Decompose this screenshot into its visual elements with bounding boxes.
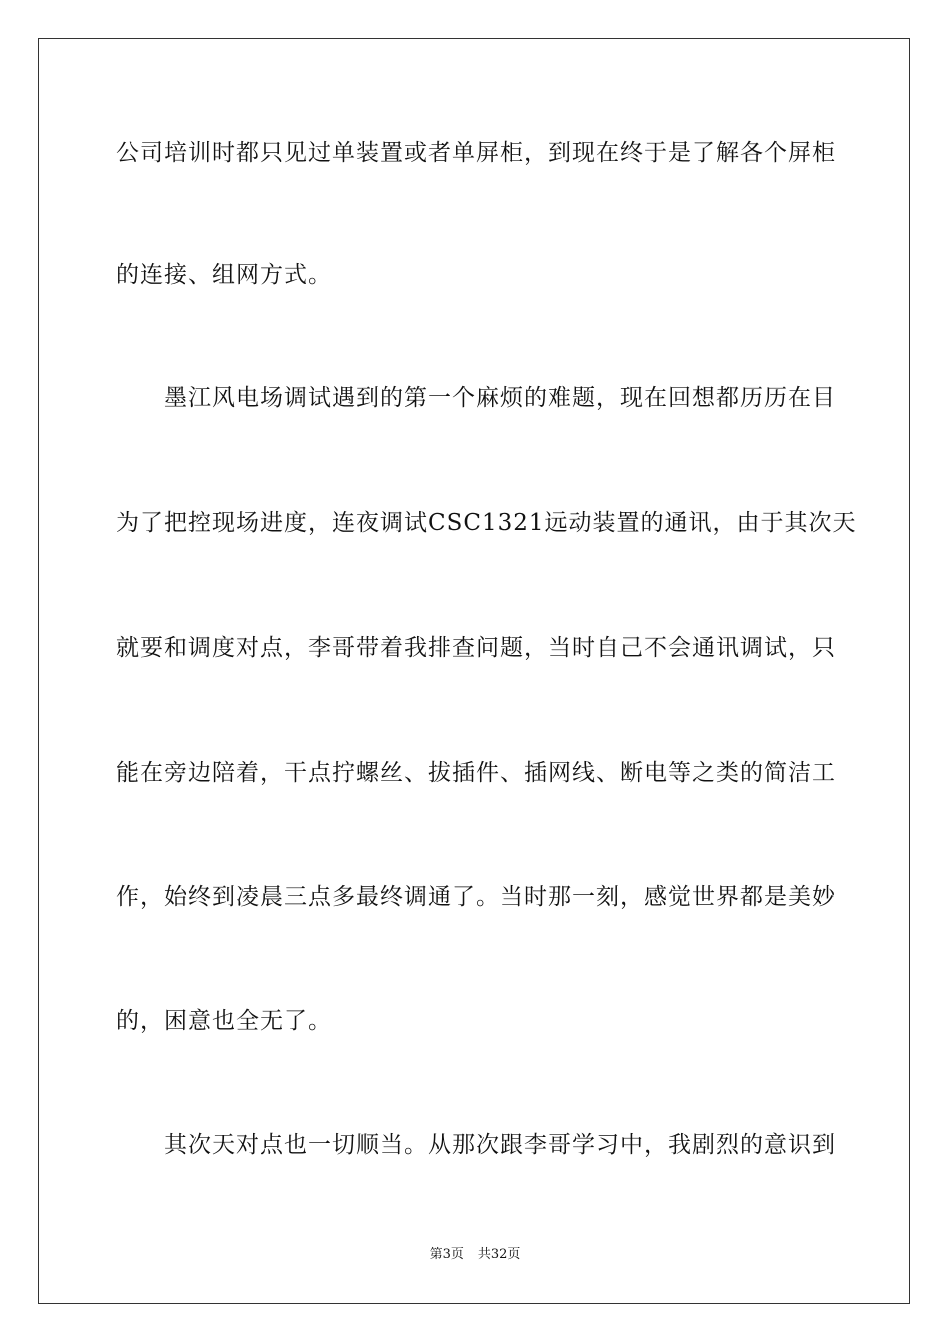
text-line: 其次天对点也一切顺当。从那次跟李哥学习中，我剧烈的意识到	[164, 1132, 836, 1158]
text-line: 的，困意也全无了。	[116, 1008, 332, 1034]
text-line: 的连接、组网方式。	[116, 262, 332, 288]
text-line: 墨江风电场调试遇到的第一个麻烦的难题，现在回想都历历在目	[164, 385, 836, 411]
page-footer	[0, 1246, 950, 1264]
text-line: 作，始终到凌晨三点多最终调通了。当时那一刻，感觉世界都是美妙	[116, 884, 836, 910]
page-border	[38, 38, 910, 1304]
page-total: 共32页	[477, 1247, 521, 1262]
text-line: 能在旁边陪着，干点拧螺丝、拔插件、插网线、断电等之类的简洁工	[116, 760, 836, 786]
page-number: 第3页	[429, 1247, 464, 1262]
text-line: 为了把控现场进度，连夜调试CSC1321远动装置的通讯，由于其次天	[116, 510, 857, 536]
text-line: 公司培训时都只见过单装置或者单屏柜，到现在终于是了解各个屏柜	[116, 140, 836, 166]
text-line: 就要和调度对点，李哥带着我排查问题，当时自己不会通讯调试，只	[116, 635, 836, 661]
